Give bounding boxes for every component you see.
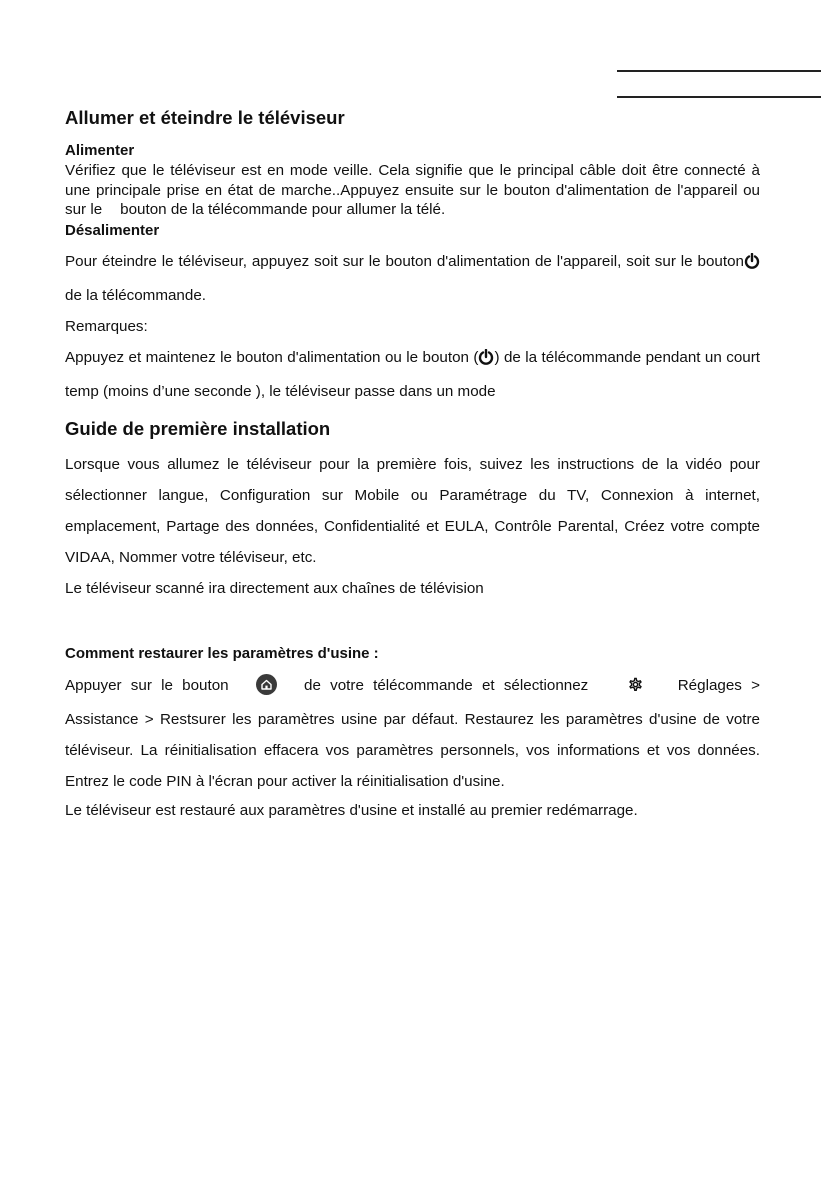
section-title-power: Allumer et éteindre le téléviseur [65,107,345,128]
section-title-reset: Comment restaurer les paramètres d'usine : [65,644,379,662]
subtitle-desalimenter: Désalimenter [65,221,160,239]
document-body [65,106,760,820]
paragraph-remarks: Appuyez et maintenez le bouton d'alimentation ou le bouton ( ) de la télécommande pendant un court temp (moins d’une seconde ), le téléviseur passe dans un mode [65,342,760,407]
paragraph-reset: Appuyer sur le bouton de votre télécommande et sélectionnez Réglages > Assistance > Restsurer les paramètres usine par défaut. Restaurez les paramètres d'usine de votre téléviseur. La réinitialisation effacera vos paramètres personnels, vos informations et vos données. Entrez le code PIN à l'écran pour activer la réinitialisation d'usine. [65,670,760,797]
subtitle-alimenter: Alimenter [65,142,135,159]
power-icon [478,345,494,376]
remarks-label: Remarques: [65,317,148,335]
paragraph-desalimenter: Pour éteindre le téléviseur, appuyez soit sur le bouton d'alimentation de l'appareil, soit sur le bouton de la télécommande. [65,246,760,311]
paragraph-scan: Le téléviseur scanné ira directement aux chaînes de télévision [65,579,484,597]
home-icon [256,674,277,695]
power-icon [744,249,760,280]
header-rule-top [617,70,821,72]
header-rule-bottom [617,96,821,98]
paragraph-alimenter: Vérifiez que le téléviseur est en mode veille. Cela signifie que le principal câble doit être connecté à une principale prise en état de marche..Appuyez ensuite sur le bouton d'alimentation de l'appareil ou sur le bouton de la télécommande pour allumer la télé. [65,162,760,218]
gear-icon [627,673,644,704]
paragraph-restored: Le téléviseur est restauré aux paramètres d'usine et installé au premier redémarrage. [65,801,638,819]
paragraph-installation: Lorsque vous allumez le téléviseur pour la première fois, suivez les instructions de la vidéo pour sélectionner langue, Configuration sur Mobile ou Paramétrage du TV, Connexion à internet, emplacement, Partage des données, Confidentialité et EULA, Contrôle Parental, Créez votre compte VIDAA, Nommer votre téléviseur, etc. [65,455,760,566]
section-title-installation: Guide de première installation [65,417,331,439]
